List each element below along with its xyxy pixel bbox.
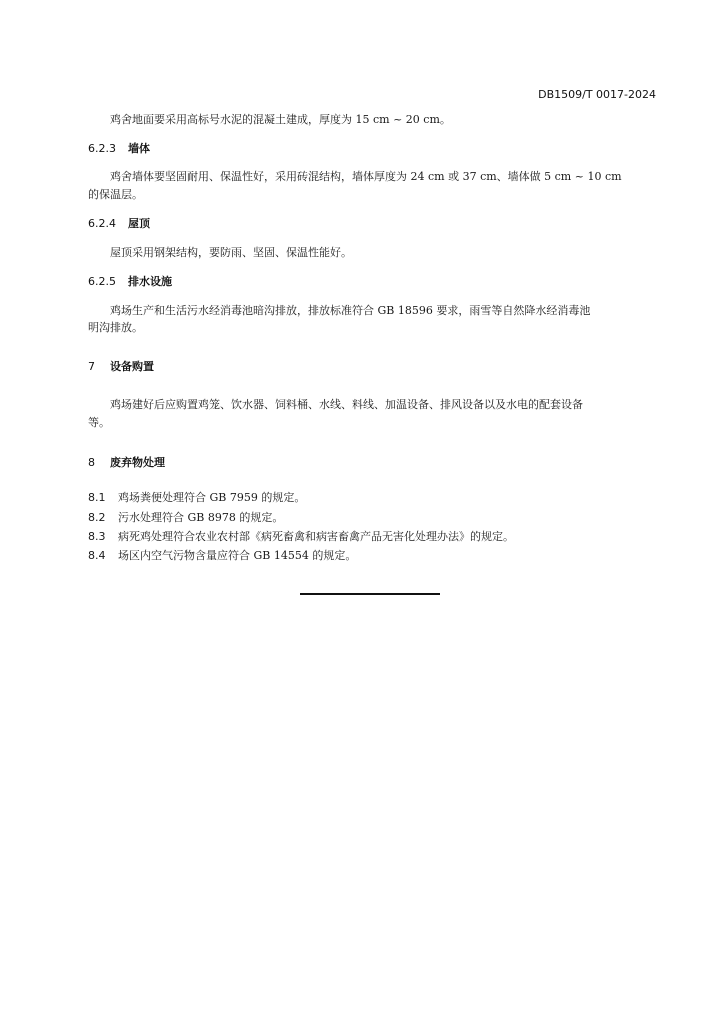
heading-title: 排水设施 xyxy=(128,275,172,288)
list-item-8-2 xyxy=(88,508,283,528)
heading-title: 墙体 xyxy=(128,142,150,155)
end-rule xyxy=(300,593,440,595)
item-number: 8.4 xyxy=(88,549,106,562)
heading-number: 8 xyxy=(88,456,95,469)
heading-title: 设备购置 xyxy=(110,360,154,373)
wall-paragraph-line1: 鸡舍墙体要坚固耐用、保温性好，采用砖混结构，墙体厚度为 24 cm 或 37 cm、墙体做 5 cm ~ 10 cm xyxy=(110,170,622,183)
heading-number: 7 xyxy=(88,360,95,373)
item-text: 污水处理符合 GB 8978 的规定。 xyxy=(118,511,284,524)
item-number: 8.3 xyxy=(88,530,106,543)
roof-paragraph: 屋顶采用钢架结构，要防雨、坚固、保温性能好。 xyxy=(110,246,352,259)
heading-number: 6.2.5 xyxy=(88,275,116,288)
list-item-8-3 xyxy=(88,527,514,547)
heading-7 xyxy=(88,357,154,377)
equipment-paragraph-line2: 等。 xyxy=(88,416,110,429)
heading-6-2-3 xyxy=(88,139,150,159)
heading-6-2-4 xyxy=(88,214,150,234)
item-number: 8.2 xyxy=(88,511,106,524)
heading-title: 废弃物处理 xyxy=(110,456,165,469)
item-text: 场区内空气污物含量应符合 GB 14554 的规定。 xyxy=(118,549,357,562)
list-item-8-1 xyxy=(88,488,305,508)
heading-title: 屋顶 xyxy=(128,217,150,230)
drainage-paragraph-line2: 明沟排放。 xyxy=(88,321,143,334)
wall-paragraph-line2: 的保温层。 xyxy=(88,188,143,201)
drainage-paragraph-line1: 鸡场生产和生活污水经消毒池暗沟排放，排放标准符合 GB 18596 要求，雨雪等自然降水经消毒池 xyxy=(110,304,591,317)
heading-8 xyxy=(88,453,165,473)
floor-paragraph: 鸡舍地面要采用高标号水泥的混凝土建成，厚度为 15 cm ~ 20 cm。 xyxy=(110,113,451,126)
item-text: 鸡场粪便处理符合 GB 7959 的规定。 xyxy=(118,491,306,504)
item-text: 病死鸡处理符合农业农村部《病死畜禽和病害畜禽产品无害化处理办法》的规定。 xyxy=(118,530,514,543)
document-code: DB1509/T 0017-2024 xyxy=(538,88,656,101)
list-item-8-4 xyxy=(88,546,356,566)
equipment-paragraph-line1: 鸡场建好后应购置鸡笼、饮水器、饲料桶、水线、料线、加温设备、排风设备以及水电的配套设备 xyxy=(110,398,583,411)
heading-number: 6.2.4 xyxy=(88,217,116,230)
item-number: 8.1 xyxy=(88,491,106,504)
heading-number: 6.2.3 xyxy=(88,142,116,155)
heading-6-2-5 xyxy=(88,272,172,292)
